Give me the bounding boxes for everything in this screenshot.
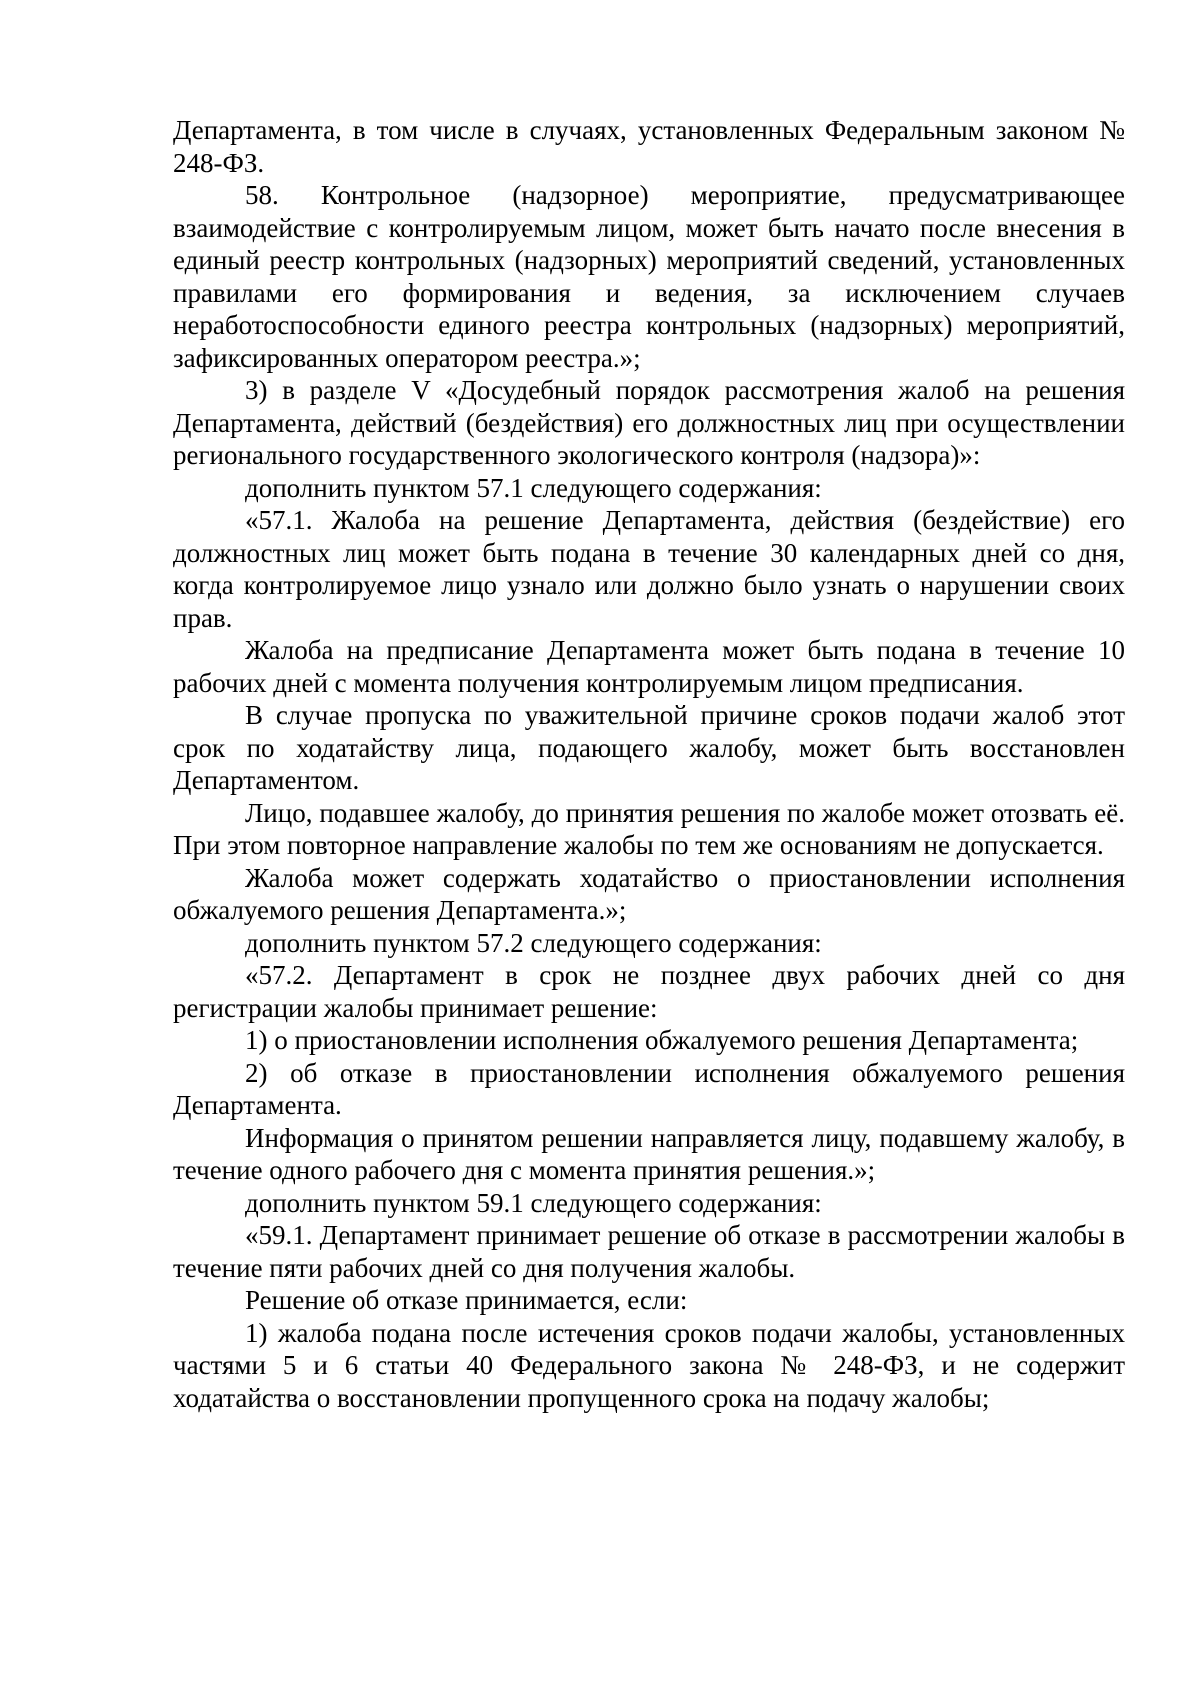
document-page	[173, 114, 1125, 1414]
list-item-suspension: 1) о приостановлении исполнения обжалуемого решения Департамента;	[245, 1025, 1079, 1055]
paragraph-complaint-prescription: Жалоба на предписание Департамента может быть подана в течение 10 рабочих дней с момента получения контролируемым лицом предписания.	[173, 635, 1125, 698]
list-item-refusal-suspension: 2) об отказе в приостановлении исполнения обжалуемого решения Департамента.	[173, 1057, 1125, 1120]
paragraph-57-2: «57.2. Департамент в срок не позднее двух рабочих дней со дня регистрации жалобы принимает решение:	[173, 960, 1125, 1023]
paragraph-add-57-1: дополнить пунктом 57.1 следующего содержания:	[245, 472, 822, 503]
paragraph-complaint-withdrawal: Лицо, подавшее жалобу, до принятия решения по жалобе может отозвать её. При этом повторное направление жалобы по тем же основаниям не допускается.	[173, 797, 1125, 860]
paragraph-refusal-conditions: Решение об отказе принимается, если:	[245, 1285, 688, 1315]
list-item-late-complaint: 1) жалоба подана после истечения сроков подачи жалобы, установленных частями 5 и 6 статьи 40 Федерального закона № 248-ФЗ, и не содержит ходатайства о восстановлении пропущенного срока на подачу жалобы;	[173, 1317, 1125, 1413]
paragraph-59-1: «59.1. Департамент принимает решение об отказе в рассмотрении жалобы в течение пяти рабочих дней со дня получения жалобы.	[173, 1220, 1125, 1283]
paragraph-continuation: Департамента, в том числе в случаях, установленных Федеральным законом № 248-ФЗ.	[173, 115, 1125, 178]
paragraph-suspension-petition: Жалоба может содержать ходатайство о приостановлении исполнения обжалуемого решения Департамента.»;	[173, 862, 1125, 925]
paragraph-section-v-amendment: 3) в разделе V «Досудебный порядок рассмотрения жалоб на решения Департамента, действий (бездействия) его должностных лиц при осуществлении регионального государственного экологического контроля (надзора)»:	[173, 375, 1125, 470]
paragraph-add-57-2: дополнить пунктом 57.2 следующего содержания:	[245, 927, 822, 958]
paragraph-item-58: 58. Контрольное (надзорное) мероприятие, предусматривающее взаимодействие с контролируемым лицом, может быть начато после внесения в единый реестр контрольных (надзорных) мероприятий сведений, установленных правилами его формирования и ведения, за исключением случаев неработоспособности единого реестра контрольных (надзорных) мероприятий, зафиксированных оператором реестра.»;	[173, 180, 1125, 373]
paragraph-decision-notice: Информация о принятом решении направляется лицу, подавшему жалобу, в течение одного рабочего дня с момента принятия решения.»;	[173, 1122, 1125, 1185]
paragraph-deadline-restoration: В случае пропуска по уважительной причине сроков подачи жалоб этот срок по ходатайству лица, подающего жалобу, может быть восстановлен Департаментом.	[173, 700, 1125, 795]
paragraph-add-59-1: дополнить пунктом 59.1 следующего содержания:	[245, 1187, 822, 1218]
paragraph-57-1: «57.1. Жалоба на решение Департамента, действия (бездействие) его должностных лиц может быть подана в течение 30 календарных дней со дня, когда контролируемое лицо узнало или должно было узнать о нарушении своих прав.	[173, 505, 1125, 633]
